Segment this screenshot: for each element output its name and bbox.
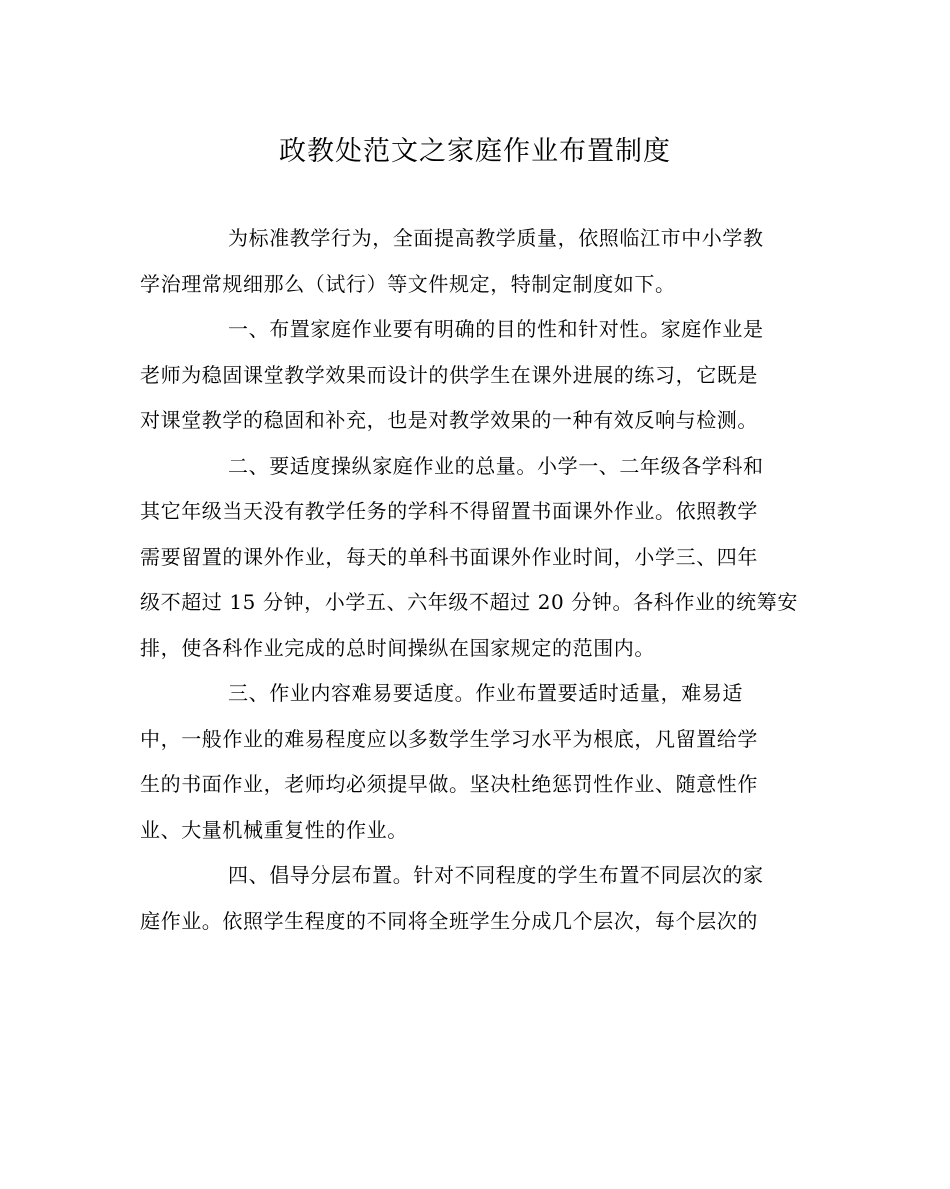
paragraph-one-line-2: 老师为稳固课堂教学效果而设计的供学生在课外进展的练习，它既是 xyxy=(140,362,758,387)
paragraph-two-line-2: 其它年级当天没有教学任务的学科不得留置书面课外作业。依照教学 xyxy=(140,499,758,523)
paragraph-three-line-3: 生的书面作业，老师均必须提早做。坚决杜绝惩罚性作业、随意性作 xyxy=(140,772,758,796)
paragraph-three-line-4: 业、大量机械重复性的作业。 xyxy=(140,817,408,842)
paragraph-two-line-3: 需要留置的课外作业，每天的单科书面课外作业时间，小学三、四年 xyxy=(140,544,758,569)
paragraph-four-line-1: 四、倡导分层布置。针对不同程度的学生布置不同层次的家 xyxy=(228,863,764,887)
paragraph-intro-line-2: 学治理常规细那么（试行）等文件规定，特制定制度如下。 xyxy=(140,271,676,296)
document-body xyxy=(140,216,820,944)
document-title: 政教处范文之家庭作业布置制度 xyxy=(279,136,671,167)
paragraph-two-line-4: 级不超过 15 分钟，小学五、六年级不超过 20 分钟。各科作业的统筹安 xyxy=(140,590,798,614)
paragraph-three-line-2: 中，一般作业的难易程度应以多数学生学习水平为根底，凡留置给学 xyxy=(140,726,758,751)
paragraph-one-line-3: 对课堂教学的稳固和补充，也是对教学效果的一种有效反响与检测。 xyxy=(140,408,758,432)
paragraph-two-line-5: 排，使各科作业完成的总时间操纵在国家规定的范围内。 xyxy=(140,635,655,660)
paragraph-four-line-2: 庭作业。依照学生程度的不同将全班学生分成几个层次，每个层次的 xyxy=(140,908,758,933)
paragraph-intro-line-1: 为标准教学行为，全面提高教学质量，依照临江市中小学教 xyxy=(228,226,764,250)
paragraph-three-line-1: 三、作业内容难易要适度。作业布置要适时适量，难易适 xyxy=(228,681,743,705)
paragraph-two-line-1: 二、要适度操纵家庭作业的总量。小学一、二年级各学科和 xyxy=(228,453,764,478)
paragraph-one-line-1: 一、布置家庭作业要有明确的目的性和针对性。家庭作业是 xyxy=(228,317,764,341)
